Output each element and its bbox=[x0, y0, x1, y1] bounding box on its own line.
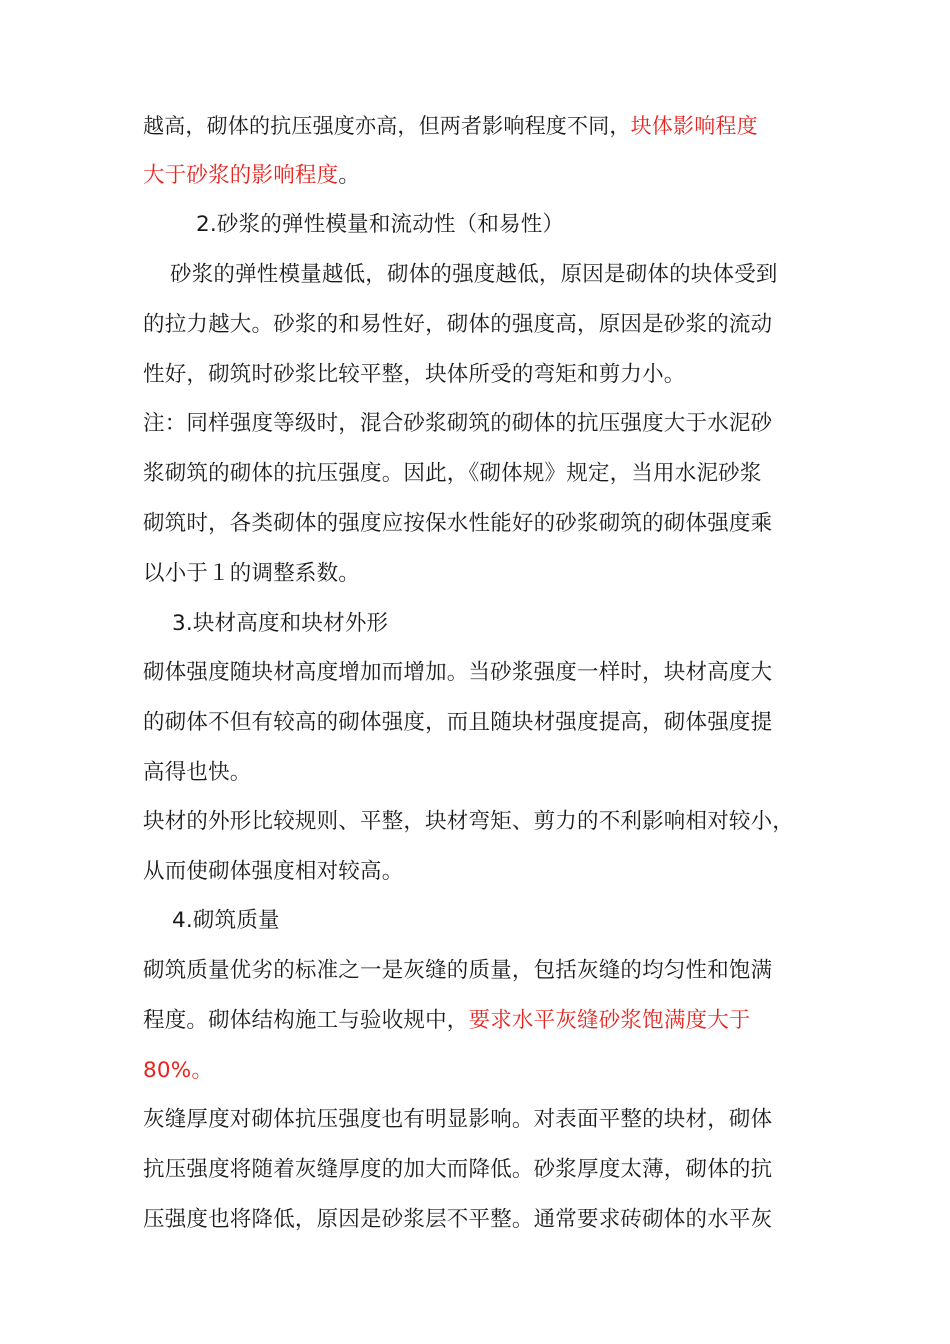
paragraph-line bbox=[143, 161, 360, 191]
text-run: 砌筑质量优劣的标准之一是灰缝的质量，包括灰缝的均匀性和饱满 bbox=[143, 958, 773, 983]
note-line bbox=[143, 509, 772, 539]
paragraph-line bbox=[143, 956, 772, 986]
text-run: 块材的外形比较规则、平整，块材弯矩、剪力的不利影响相对较小， bbox=[143, 809, 795, 834]
text-run: 砂浆的弹性模量越低，砌体的强度越低，原因是砌体的块体受到 bbox=[170, 262, 778, 287]
heading-text: 4.砌筑质量 bbox=[172, 908, 280, 933]
paragraph-line bbox=[170, 260, 778, 290]
text-run: 注：同样强度等级时，混合砂浆砌筑的砌体的抗压强度大于水泥砂 bbox=[143, 411, 773, 436]
section-heading bbox=[196, 210, 564, 240]
paragraph-line bbox=[143, 807, 794, 837]
text-run: 程度。砌体结构施工与验收规中， bbox=[143, 1008, 469, 1033]
text-run: 的砌体不但有较高的砌体强度，而且随块材强度提高，砌体强度提 bbox=[143, 710, 773, 735]
paragraph-line bbox=[143, 857, 403, 887]
note-line bbox=[143, 409, 772, 439]
text-run: 砌体强度随块材高度增加而增加。当砂浆强度一样时，块材高度大 bbox=[143, 660, 773, 685]
paragraph-line bbox=[143, 111, 758, 141]
text-run: 浆砌筑的砌体的抗压强度。因此，《砌体规》规定，当用水泥砂浆 bbox=[143, 461, 762, 486]
text-run: 抗压强度将随着灰缝厚度的加大而降低。砂浆厚度太薄，砌体的抗 bbox=[143, 1157, 773, 1182]
highlighted-text-run: 块体影响程度 bbox=[630, 114, 758, 138]
highlighted-text-run: 要求水平灰缝砂浆饱满度大于 bbox=[468, 1008, 751, 1033]
paragraph-line bbox=[143, 1105, 772, 1135]
section-heading bbox=[172, 906, 280, 936]
paragraph-line bbox=[143, 758, 252, 788]
section-heading bbox=[172, 609, 388, 639]
note-line bbox=[143, 559, 360, 589]
paragraph-line bbox=[143, 310, 772, 340]
text-run: 高得也快。 bbox=[143, 760, 252, 785]
paragraph-line bbox=[143, 1006, 751, 1036]
text-run: 的拉力越大。砂浆的和易性好，砌体的强度高，原因是砂浆的流动 bbox=[143, 312, 773, 337]
paragraph-line bbox=[143, 360, 686, 390]
heading-text: 3.块材高度和块材外形 bbox=[172, 611, 389, 636]
highlighted-text-run: 大于砂浆的影响程度 bbox=[143, 163, 339, 188]
text-run: 越高，砌体的抗压强度亦高，但两者影响程度不同， bbox=[143, 114, 631, 138]
highlighted-text-run: 80%。 bbox=[143, 1058, 214, 1083]
paragraph-line bbox=[143, 658, 772, 688]
paragraph-line bbox=[143, 1056, 213, 1086]
text-run: 从而使砌体强度相对较高。 bbox=[143, 859, 404, 884]
text-run: 以小于１的调整系数。 bbox=[143, 561, 361, 586]
text-run: 灰缝厚度对砌体抗压强度也有明显影响。对表面平整的块材，砌体 bbox=[143, 1107, 773, 1132]
text-run: 压强度也将降低，原因是砂浆层不平整。通常要求砖砌体的水平灰 bbox=[143, 1207, 773, 1232]
text-run: 。 bbox=[338, 163, 361, 188]
paragraph-line bbox=[143, 1155, 772, 1185]
text-run: 砌筑时，各类砌体的强度应按保水性能好的砂浆砌筑的砌体强度乘 bbox=[143, 511, 773, 536]
note-line bbox=[143, 459, 762, 489]
text-run: 性好，砌筑时砂浆比较平整，块体所受的弯矩和剪力小。 bbox=[143, 362, 686, 387]
paragraph-line bbox=[143, 708, 772, 738]
heading-text: 2.砂浆的弹性模量和流动性（和易性） bbox=[196, 212, 565, 237]
paragraph-line bbox=[143, 1205, 772, 1235]
